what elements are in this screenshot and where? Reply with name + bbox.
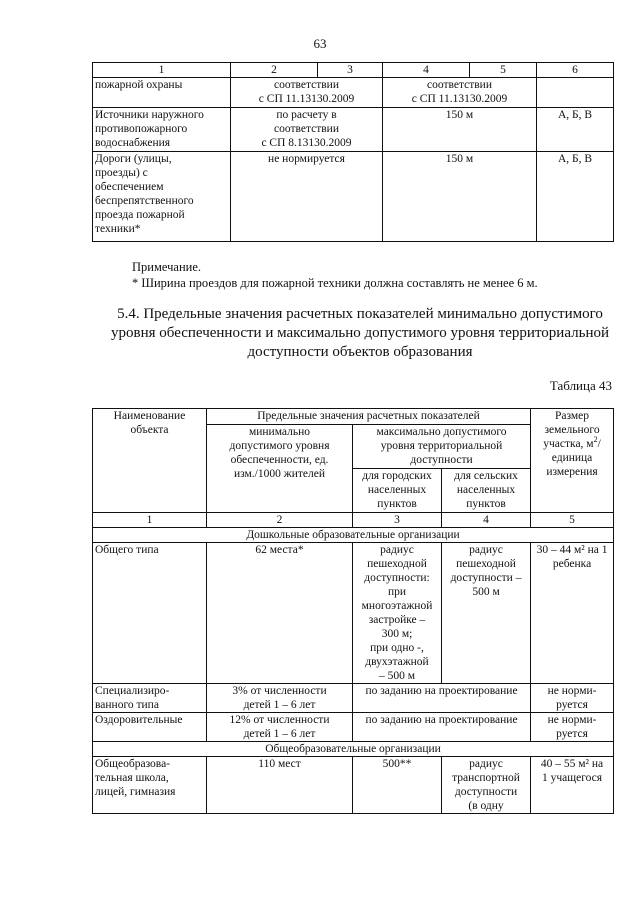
header-rural: для сельских населенных пунктов <box>442 469 531 513</box>
row-land: не норми- руется <box>531 684 614 713</box>
row-merged: по заданию на проектирование <box>353 713 531 742</box>
col-num-1: 1 <box>93 513 207 528</box>
header-object-name: Наименование объекта <box>93 409 207 513</box>
table-row <box>93 543 614 684</box>
row-min: 110 мест <box>207 757 353 814</box>
row-value-6: А, Б, В <box>537 152 614 242</box>
row-value-23: не нормируется <box>231 152 383 242</box>
table-row <box>93 757 614 814</box>
row-value-6: А, Б, В <box>537 108 614 152</box>
row-value-23: по расчету в соответствии с СП 8.13130.2009 <box>231 108 383 152</box>
column-number-row <box>93 63 614 78</box>
row-min: 3% от численности детей 1 – 6 лет <box>207 684 353 713</box>
row-min: 12% от численности детей 1 – 6 лет <box>207 713 353 742</box>
header-max-accessibility: максимально допустимого уровня территориальной доступности <box>353 425 531 469</box>
col-num-6: 6 <box>537 63 614 78</box>
row-urban: 500** <box>353 757 442 814</box>
fire-safety-table-continued <box>92 62 614 242</box>
row-value-23: соответствии с СП 11.13130.2009 <box>231 78 383 108</box>
row-rural: радиус пешеходной доступности – 500 м <box>442 543 531 684</box>
header-min-provision: минимально допустимого уровня обеспеченности, ед. изм./1000 жителей <box>207 425 353 513</box>
header-row <box>93 409 614 425</box>
section-title: 5.4. Предельные значения расчетных показателей минимально допустимого уровня обеспеченности и максимально допустимого уровня территориальной доступности объектов образования <box>111 306 609 360</box>
section-row <box>93 528 614 543</box>
table-caption: Таблица 43 <box>549 378 612 393</box>
col-num-1: 1 <box>93 63 231 78</box>
section-preschool: Дошкольные образовательные организации <box>93 528 614 543</box>
header-indicators-group: Предельные значения расчетных показателей <box>207 409 531 425</box>
row-name: Источники наружного противопожарного водоснабжения <box>93 108 231 152</box>
col-num-3: 3 <box>318 63 383 78</box>
row-urban: радиус пешеходной доступности: при многоэтажной застройке – 300 м; при одно -, двухэтажной – 500 м <box>353 543 442 684</box>
education-indicators-table <box>92 408 614 814</box>
table-row <box>93 108 614 152</box>
row-name: Общего типа <box>93 543 207 684</box>
note-text: * Ширина проездов для пожарной техники должна составлять не менее 6 м. <box>132 276 538 290</box>
row-name: Оздоровительные <box>93 713 207 742</box>
column-number-row <box>93 513 614 528</box>
section-row <box>93 742 614 757</box>
col-num-2: 2 <box>207 513 353 528</box>
col-num-2: 2 <box>231 63 318 78</box>
col-num-4: 4 <box>383 63 470 78</box>
section-general-education: Общеобразовательные организации <box>93 742 614 757</box>
page-number: 63 <box>313 36 327 51</box>
row-value-45: соответствии с СП 11.13130.2009 <box>383 78 537 108</box>
row-land: 40 – 55 м² на 1 учащегося <box>531 757 614 814</box>
col-num-5: 5 <box>531 513 614 528</box>
row-value-6 <box>537 78 614 108</box>
col-num-3: 3 <box>353 513 442 528</box>
row-rural: радиус транспортной доступности (в одну <box>442 757 531 814</box>
row-min: 62 места* <box>207 543 353 684</box>
note-label: Примечание. <box>132 260 202 274</box>
table-row <box>93 713 614 742</box>
row-value-45: 150 м <box>383 152 537 242</box>
col-num-4: 4 <box>442 513 531 528</box>
row-merged: по заданию на проектирование <box>353 684 531 713</box>
col-num-5: 5 <box>470 63 537 78</box>
table-row <box>93 78 614 108</box>
row-value-45: 150 м <box>383 108 537 152</box>
row-land: 30 – 44 м² на 1 ребенка <box>531 543 614 684</box>
row-name: Дороги (улицы, проезды) с обеспечением беспрепятственного проезда пожарной техники* <box>93 152 231 242</box>
row-name: пожарной охраны <box>93 78 231 108</box>
row-land: не норми- руется <box>531 713 614 742</box>
table-row <box>93 152 614 242</box>
table-row <box>93 684 614 713</box>
header-urban: для городских населенных пунктов <box>353 469 442 513</box>
header-land-size: Размер земельного участка, $м^2/$ единица измерения <box>531 409 614 513</box>
row-name: Специализиро- ванного типа <box>93 684 207 713</box>
row-name: Общеобразова- тельная школа, лицей, гимназия <box>93 757 207 814</box>
